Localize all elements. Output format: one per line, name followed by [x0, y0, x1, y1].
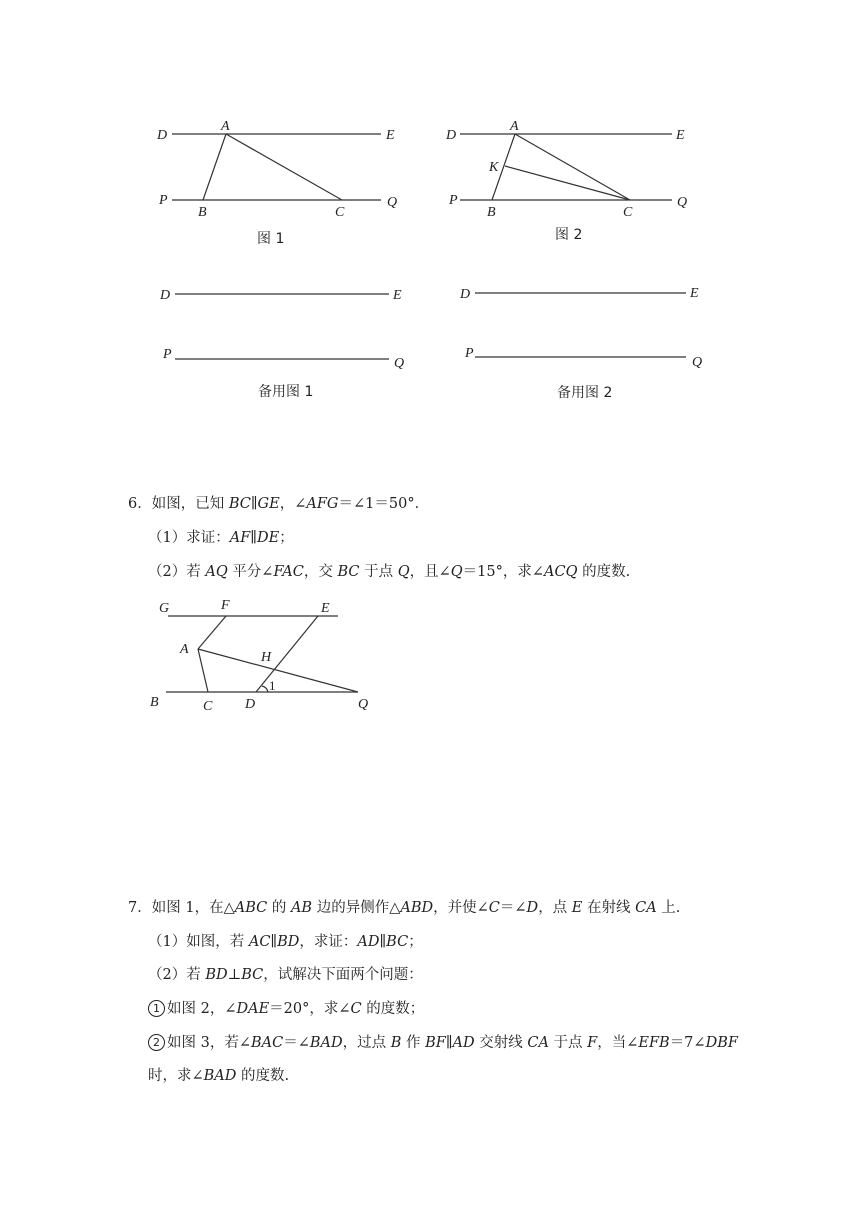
fig2-label-E: E	[676, 128, 685, 143]
q6-label-B: B	[150, 695, 159, 710]
spare1-caption: 备用图 1	[258, 384, 314, 400]
q6-part1: （1）求证：AF∥DE；	[148, 530, 294, 546]
spare1-label-D: D	[160, 288, 171, 303]
fig1-caption: 图 1	[257, 231, 285, 247]
q6-label-G: G	[159, 601, 170, 616]
fig1-label-A: A	[221, 119, 230, 134]
fig2-label-D: D	[446, 128, 457, 143]
fig1-label-Q: Q	[387, 195, 398, 210]
fig1-label-P: P	[159, 193, 168, 208]
q6-label-A: A	[180, 642, 189, 657]
fig1-label-C: C	[335, 205, 345, 220]
spare2-label-E: E	[690, 286, 699, 301]
q6-label-H: H	[261, 650, 272, 665]
q7-subq2-cont: 时，求∠BAD 的度数.	[148, 1068, 290, 1084]
q6-figure	[0, 590, 860, 730]
q6-label-1: 1	[269, 678, 276, 693]
q6-label-F: F	[221, 598, 230, 613]
circled-one: 1	[148, 1000, 165, 1017]
spare1-label-P: P	[163, 347, 172, 362]
spare1-label-Q: Q	[394, 356, 405, 371]
fig2-label-A: A	[510, 119, 519, 134]
q6-label-E: E	[321, 601, 330, 616]
q7-subq2: 2 如图 3，若∠BAC＝∠BAD，过点 B 作 BF∥AD 交射线 CA 于点 F，当∠EFB＝7∠DBF	[148, 1033, 738, 1053]
fig2-label-K: K	[489, 160, 499, 175]
q7-subq1: 1 如图 2，∠DAE＝20°，求∠C 的度数；	[148, 999, 424, 1019]
q6-number: 6	[128, 496, 138, 512]
q7-part1: （1）如图，若 AC∥BD，求证：AD∥BC；	[148, 934, 423, 950]
spare2-label-Q: Q	[692, 355, 703, 370]
fig1-label-D: D	[157, 128, 168, 143]
spare2-label-P: P	[465, 346, 474, 361]
q6-label-C: C	[203, 699, 213, 714]
fig2-label-B: B	[487, 205, 496, 220]
fig1-label-B: B	[198, 205, 207, 220]
q7-part2: （2）若 BD⊥BC，试解决下面两个问题：	[148, 967, 423, 983]
q7-stem: 7．如图 1，在△ABC 的 AB 边的异侧作△ABD，并使∠C＝∠D，点 E 在射线 CA 上.	[128, 900, 681, 916]
spare2-label-D: D	[460, 287, 471, 302]
fig2-label-C: C	[623, 205, 633, 220]
fig2-caption: 图 2	[555, 227, 583, 243]
q6-stem: 6．如图，已知 BC∥GE，∠AFG＝∠1＝50°．	[128, 496, 430, 512]
circled-two: 2	[148, 1034, 165, 1051]
spare1-label-E: E	[393, 288, 402, 303]
q7-number: 7	[128, 900, 138, 916]
q6-label-Q: Q	[358, 697, 369, 712]
fig1-label-E: E	[386, 128, 395, 143]
top-figures	[0, 0, 860, 420]
q6-part2: （2）若 AQ 平分∠FAC，交 BC 于点 Q，且∠Q＝15°，求∠ACQ 的度数.	[148, 564, 631, 580]
q6-label-D: D	[245, 697, 256, 712]
fig2-label-P: P	[449, 193, 458, 208]
spare2-caption: 备用图 2	[557, 385, 613, 401]
fig2-label-Q: Q	[677, 195, 688, 210]
